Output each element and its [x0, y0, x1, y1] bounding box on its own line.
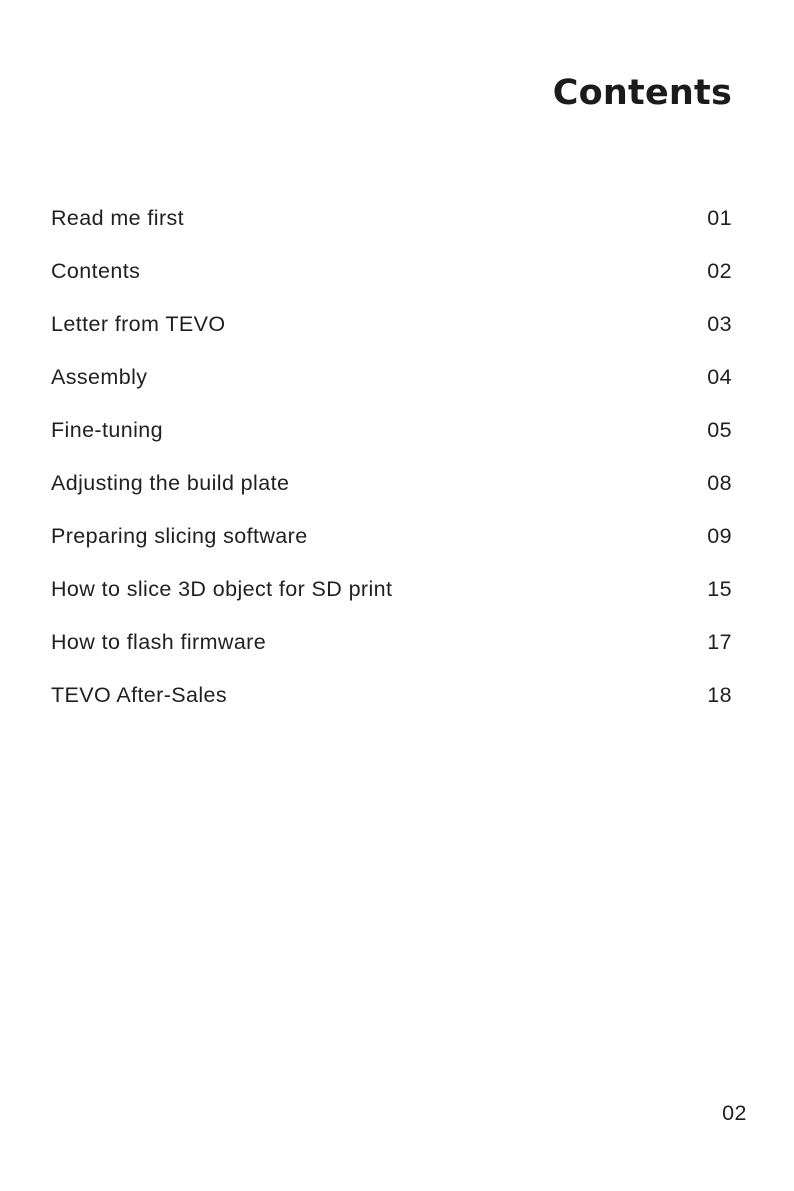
toc-entry-contents	[51, 245, 732, 298]
toc-entry-label: Read me first	[51, 206, 185, 230]
table-of-contents	[51, 192, 732, 722]
toc-entry-preparing-slicing-software	[51, 510, 732, 563]
toc-entry-label: How to flash firmware	[51, 630, 267, 654]
toc-entry-letter-from-tevo	[51, 298, 732, 351]
toc-entry-slice-3d-object	[51, 563, 732, 616]
toc-entry-page: 09	[707, 524, 732, 548]
toc-entry-page: 04	[707, 365, 732, 389]
toc-entry-page: 17	[707, 630, 732, 654]
toc-entry-page: 05	[707, 418, 732, 442]
page-title: Contents	[552, 73, 732, 113]
toc-entry-page: 02	[707, 259, 732, 283]
toc-entry-page: 08	[707, 471, 732, 495]
toc-entry-read-me-first	[51, 192, 732, 245]
toc-entry-label: Preparing slicing software	[51, 524, 308, 548]
toc-entry-page: 15	[707, 577, 732, 601]
toc-entry-label: Assembly	[51, 365, 148, 389]
toc-entry-flash-firmware	[51, 616, 732, 669]
toc-entry-label: Letter from TEVO	[51, 312, 226, 336]
toc-entry-page: 01	[707, 206, 732, 230]
toc-entry-page: 18	[707, 683, 732, 707]
toc-entry-adjusting-build-plate	[51, 457, 732, 510]
toc-entry-page: 03	[707, 312, 732, 336]
toc-entry-label: TEVO After-Sales	[51, 683, 228, 707]
toc-entry-after-sales	[51, 669, 732, 722]
toc-entry-fine-tuning	[51, 404, 732, 457]
toc-entry-label: How to slice 3D object for SD print	[51, 577, 393, 601]
toc-entry-label: Fine-tuning	[51, 418, 163, 442]
page-number: 02	[722, 1101, 747, 1125]
toc-entry-assembly	[51, 351, 732, 404]
toc-entry-label: Contents	[51, 259, 141, 283]
toc-entry-label: Adjusting the build plate	[51, 471, 290, 495]
